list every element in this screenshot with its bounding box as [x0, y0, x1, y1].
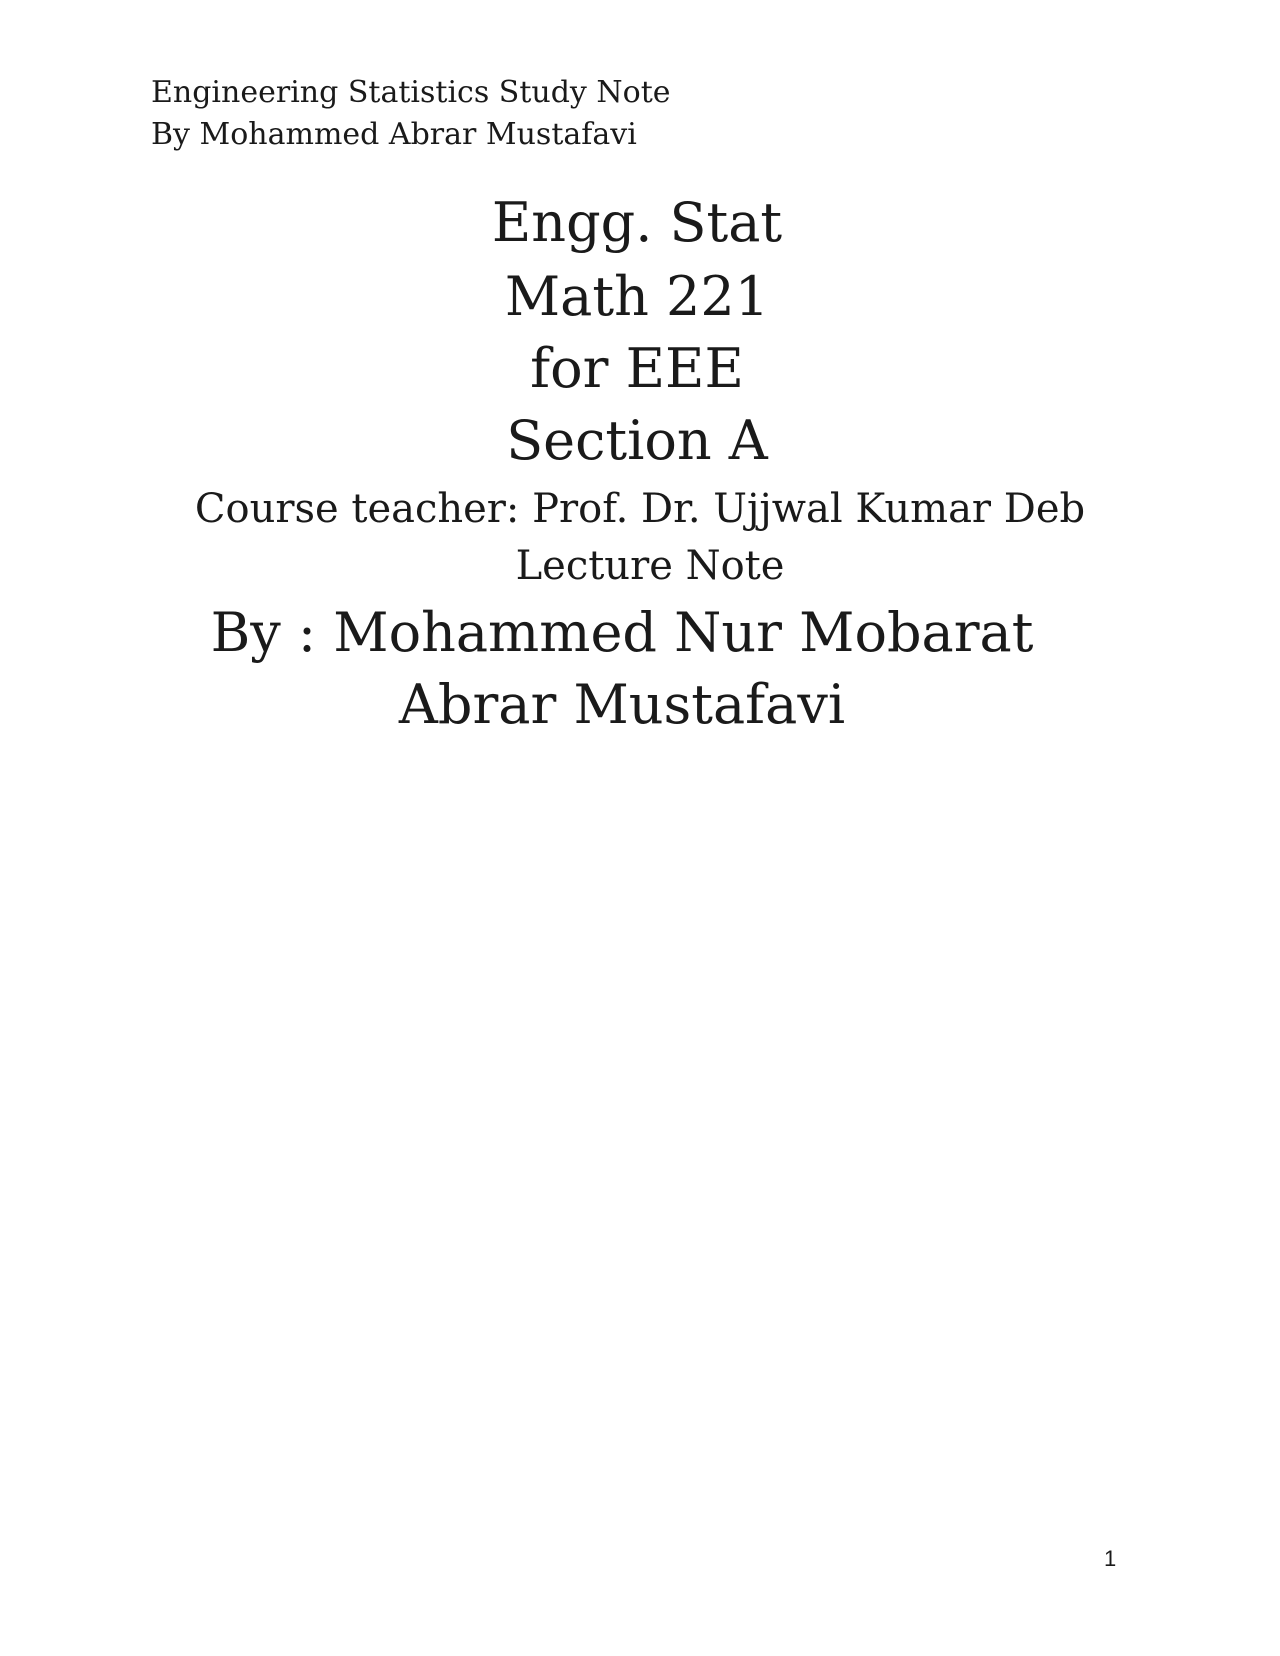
note-type: Lecture Note	[515, 543, 785, 589]
course-teacher: Course teacher: Prof. Dr. Ujjwal Kumar Deb	[194, 486, 1086, 532]
header-author: By Mohammed Abrar Mustafavi	[151, 117, 637, 152]
course-section: Section A	[506, 409, 768, 472]
course-code: Math 221	[504, 265, 770, 328]
course-title: Engg. Stat	[491, 191, 783, 254]
header-title: Engineering Statistics Study Note	[151, 75, 671, 110]
page-number: 1	[1104, 1546, 1117, 1571]
author-line: By : Mohammed Nur Mobarat Abrar Mustafavi	[210, 601, 1034, 736]
course-department: for EEE	[530, 337, 744, 400]
page-header	[151, 72, 671, 156]
